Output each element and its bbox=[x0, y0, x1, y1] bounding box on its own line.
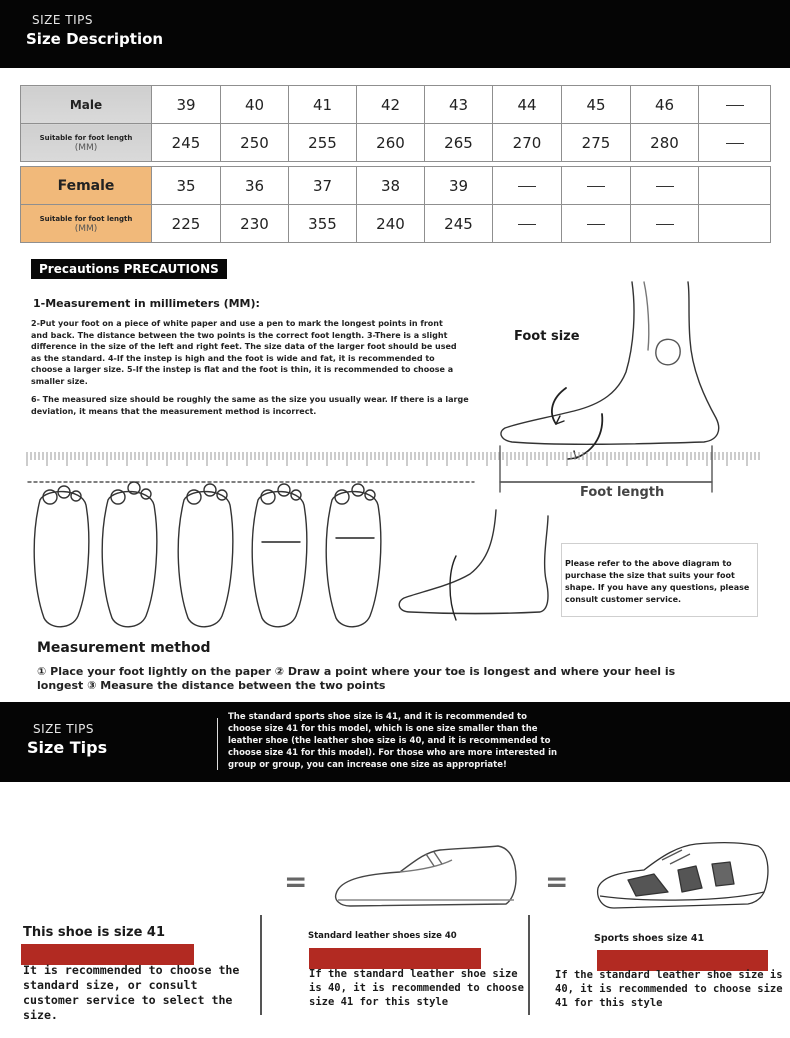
measurement-method-text: ① Place your foot lightly on the paper ② Draw a point where your toe is longest and where your heel is longest ③ Measure the distance between the two points bbox=[37, 665, 676, 692]
male-size-cell: 39 bbox=[152, 86, 221, 124]
dash-mark bbox=[518, 186, 536, 187]
sports-shoe-icon bbox=[592, 836, 772, 920]
female-size-cell bbox=[562, 167, 631, 205]
tips-title: Size Tips bbox=[27, 738, 108, 757]
sports-shoe-size-title: Sports shoes size 41 bbox=[594, 933, 705, 944]
dash-mark bbox=[656, 186, 674, 187]
female-size-cell: 37 bbox=[289, 167, 357, 205]
dash-mark bbox=[587, 186, 605, 187]
male-length-cell: 265 bbox=[425, 124, 493, 162]
female-size-table bbox=[20, 166, 771, 243]
male-size-cell: 43 bbox=[425, 86, 493, 124]
column-divider bbox=[260, 915, 262, 1015]
foot-size-label: Foot size bbox=[514, 329, 580, 344]
precautions-paragraph: 2-Put your foot on a piece of white paper and use a pen to mark the longest points in front and back. The distance between the two points is the correct foot length. 3-There is a slight difference in the size of the left and right feet. The size data of the larger foot should be used as the standard. 4-If the instep is high and the foot is wide and fat, it is recommended to choose a larger size. 5-If the instep is flat and the foot is thin, it is recommended to choose a smaller size. bbox=[31, 319, 457, 386]
female-length-cell bbox=[631, 205, 699, 243]
redacted-bar bbox=[21, 944, 194, 965]
female-size-cell: 38 bbox=[357, 167, 425, 205]
leather-shoe-size-title: Standard leather shoes size 40 bbox=[308, 931, 457, 941]
header-small-label: SIZE TIPS bbox=[32, 13, 93, 27]
size-tips-band bbox=[0, 702, 790, 782]
male-row-label-text: Suitable for foot length bbox=[39, 133, 133, 142]
tips-small-label: SIZE TIPS bbox=[33, 722, 94, 736]
female-size-cell: 35 bbox=[152, 167, 221, 205]
this-shoe-recommendation: It is recommended to choose the standard size, or consult customer service to select the size. bbox=[23, 963, 240, 1022]
dash-mark bbox=[726, 105, 744, 106]
female-unit: (MM) bbox=[74, 223, 98, 234]
female-size-cell: 39 bbox=[425, 167, 493, 205]
female-size-cell bbox=[493, 167, 562, 205]
leather-shoe-icon bbox=[330, 838, 520, 918]
female-length-cell: 225 bbox=[152, 205, 221, 243]
equals-sign: = bbox=[284, 865, 308, 898]
measuring-ruler bbox=[25, 448, 765, 470]
female-length-row bbox=[21, 205, 771, 243]
female-label: Female bbox=[21, 167, 152, 205]
female-size-cell bbox=[699, 167, 771, 205]
measurement-method-title: Measurement method bbox=[37, 640, 211, 656]
male-size-table bbox=[20, 85, 771, 162]
female-length-cell: 245 bbox=[425, 205, 493, 243]
male-length-cell: 275 bbox=[562, 124, 631, 162]
diagram-note: Please refer to the above diagram to purchase the size that suits your foot shape. If you have any questions, please consult customer service. bbox=[561, 543, 758, 617]
tips-text: The standard sports shoe size is 41, and it is recommended to choose size 41 for this model, which is one size smaller than the leather shoe (the leather shoe size is 40, and it is recommended to choose size 41 for this model). For those who are more interested in group or group, you can increase one size as appropriate! bbox=[228, 712, 558, 770]
male-length-cell: 280 bbox=[631, 124, 699, 162]
female-row-label bbox=[21, 205, 152, 243]
male-length-cell: 245 bbox=[152, 124, 221, 162]
precautions-tag: Precautions PRECAUTIONS bbox=[31, 259, 227, 279]
female-length-cell: 230 bbox=[221, 205, 289, 243]
female-length-cell bbox=[699, 205, 771, 243]
male-size-cell: 42 bbox=[357, 86, 425, 124]
male-unit: (MM) bbox=[74, 142, 98, 153]
male-size-cell: 40 bbox=[221, 86, 289, 124]
dash-mark bbox=[726, 143, 744, 144]
male-length-cell: 250 bbox=[221, 124, 289, 162]
male-row-label bbox=[21, 124, 152, 162]
dash-mark bbox=[587, 224, 605, 225]
dash-mark bbox=[518, 224, 536, 225]
precautions-paragraph: 6- The measured size should be roughly the same as the size you usually wear. If there is a large deviation, it means that the measurement method is incorrect. bbox=[31, 395, 469, 416]
male-size-row bbox=[21, 86, 771, 124]
leather-shoe-recommendation: If the standard leather shoe size is 40, it is recommended to choose size 41 for this style bbox=[309, 968, 524, 1008]
female-length-cell bbox=[493, 205, 562, 243]
foot-length-label: Foot length bbox=[580, 485, 665, 500]
male-length-cell: 255 bbox=[289, 124, 357, 162]
dash-mark bbox=[656, 224, 674, 225]
sports-shoe-recommendation: If the standard leather shoe size is 40, it is recommended to choose size 41 for this style bbox=[555, 969, 783, 1009]
female-length-cell: 355 bbox=[289, 205, 357, 243]
male-length-cell bbox=[699, 124, 771, 162]
female-length-cell bbox=[562, 205, 631, 243]
male-length-cell: 270 bbox=[493, 124, 562, 162]
header-title: Size Description bbox=[26, 30, 164, 48]
male-size-cell: 41 bbox=[289, 86, 357, 124]
measurement-title: 1-Measurement in millimeters (MM): bbox=[33, 297, 260, 310]
column-divider bbox=[528, 915, 530, 1015]
female-length-cell: 240 bbox=[357, 205, 425, 243]
female-size-cell: 36 bbox=[221, 167, 289, 205]
male-length-cell: 260 bbox=[357, 124, 425, 162]
this-shoe-size-title: This shoe is size 41 bbox=[23, 925, 166, 940]
male-size-cell: 44 bbox=[493, 86, 562, 124]
male-size-cell: 45 bbox=[562, 86, 631, 124]
female-row-label-text: Suitable for foot length bbox=[39, 214, 133, 223]
male-length-row bbox=[21, 124, 771, 162]
male-size-cell bbox=[699, 86, 771, 124]
female-size-row bbox=[21, 167, 771, 205]
equals-sign: = bbox=[545, 865, 569, 898]
male-label: Male bbox=[21, 86, 152, 124]
size-description-header bbox=[0, 0, 790, 68]
tips-divider bbox=[217, 718, 218, 770]
male-size-cell: 46 bbox=[631, 86, 699, 124]
redacted-bar bbox=[309, 948, 481, 969]
female-size-cell bbox=[631, 167, 699, 205]
